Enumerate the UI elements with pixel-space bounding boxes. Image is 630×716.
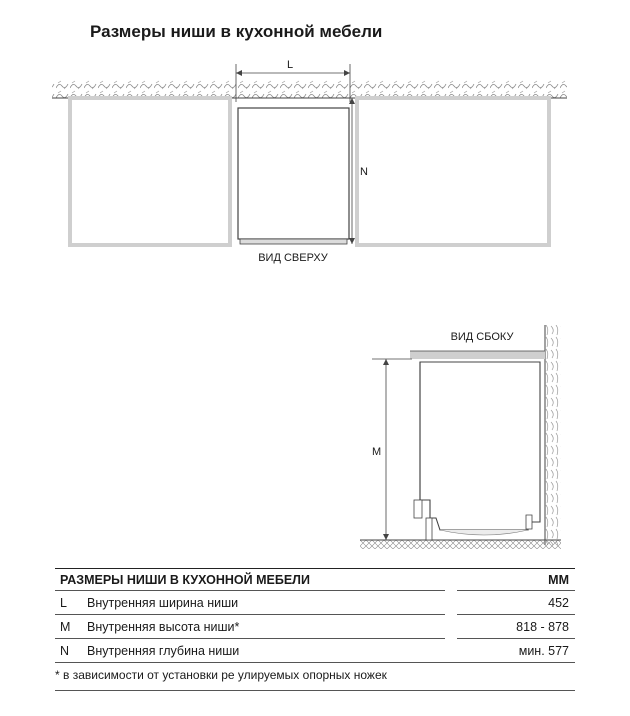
- side-countertop: [410, 351, 545, 359]
- row-value: 818 - 878: [516, 620, 569, 634]
- table-header: [55, 568, 575, 591]
- row-value: 452: [548, 596, 569, 610]
- table-row: [55, 639, 575, 663]
- row-description: Внутренняя глубина ниши: [87, 644, 240, 658]
- row-description: Внутренняя высота ниши*: [87, 620, 240, 634]
- row-key: N: [60, 644, 70, 658]
- countertop-hatch: [52, 80, 567, 98]
- row-key: M: [60, 620, 71, 634]
- dishwasher-top: [238, 108, 349, 244]
- dimension-N-label: N: [360, 166, 368, 178]
- row-value: мин. 577: [518, 644, 569, 658]
- side-view-label: ВИД СБОКУ: [450, 331, 514, 343]
- dishwasher-side: [414, 362, 540, 540]
- table-header-unit: ММ: [548, 573, 569, 587]
- niche-dimensions-table: [55, 568, 575, 682]
- dimension-L-label: L: [286, 59, 294, 71]
- table-row: [55, 615, 575, 639]
- side-view: [360, 325, 561, 549]
- top-view: [52, 59, 567, 264]
- right-cabinet: [357, 98, 549, 245]
- footnote: * в зависимости от установки ре улируемых опорных ножек: [55, 668, 387, 682]
- row-description: Внутренняя ширина ниши: [87, 596, 239, 610]
- dimension-M-label: M: [372, 446, 382, 458]
- left-cabinet: [70, 98, 230, 245]
- floor-hatch: [360, 540, 561, 549]
- wall-hatch: [545, 325, 561, 545]
- dimension-M: [372, 359, 412, 540]
- table-row: [55, 591, 575, 615]
- row-key: L: [60, 596, 67, 610]
- page-title: Размеры ниши в кухонной мебели: [90, 22, 383, 41]
- top-view-label: ВИД СВЕРХУ: [258, 252, 328, 264]
- table-header-title: РАЗМЕРЫ НИШИ В КУХОННОЙ МЕБЕЛИ: [60, 573, 310, 587]
